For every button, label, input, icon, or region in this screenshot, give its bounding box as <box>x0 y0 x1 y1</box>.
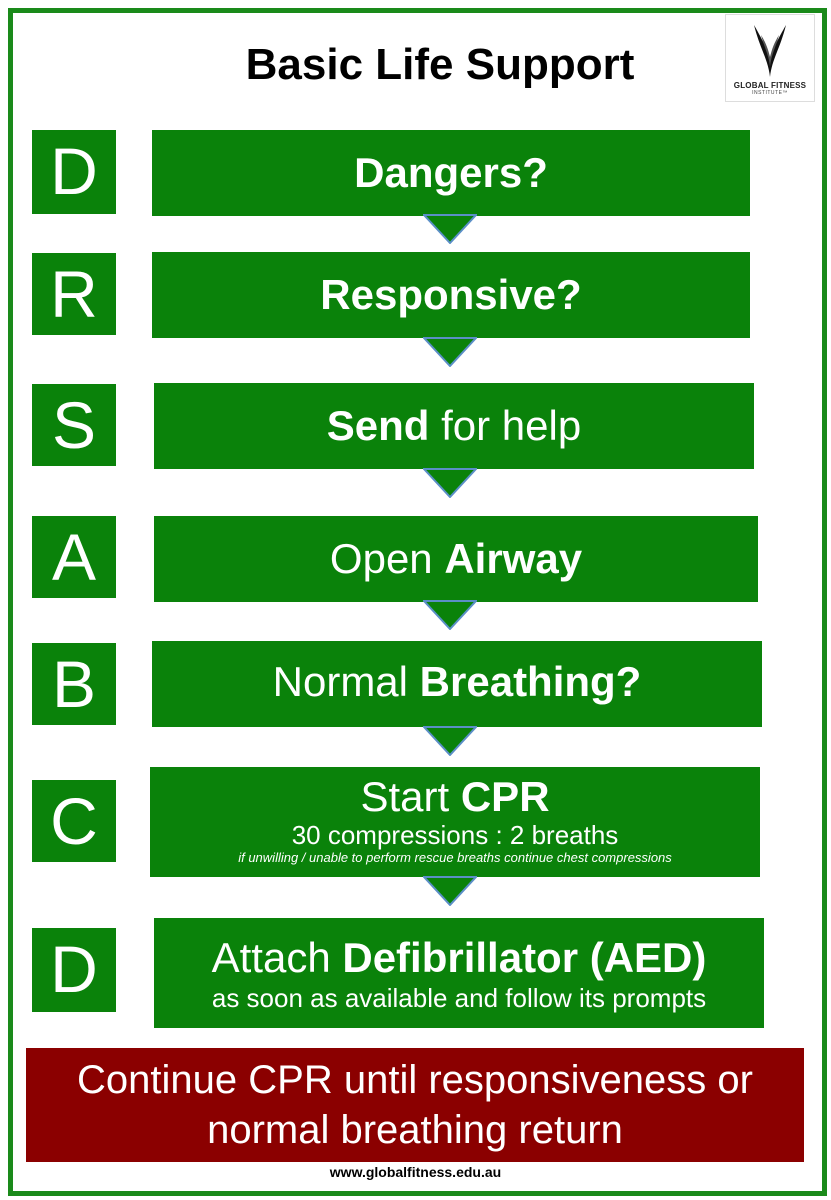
banner-line-1: Continue CPR until responsiveness or <box>77 1058 753 1102</box>
chevron-down-icon <box>423 214 477 244</box>
chevron-down-icon <box>423 468 477 498</box>
step-breathing-bold: Breathing? <box>419 658 642 705</box>
logo <box>725 14 815 102</box>
step-open-airway <box>154 516 758 602</box>
step-send-for-help <box>154 383 754 469</box>
step-aed-title <box>154 934 764 982</box>
step-airway-pre: Open <box>329 535 445 582</box>
step-responsive-text: Responsive? <box>320 271 582 318</box>
step-attach-defibrillator <box>154 918 764 1028</box>
step-aed-bold: Defibrillator (AED) <box>342 934 707 981</box>
step-responsive <box>152 252 750 338</box>
step-dangers-text: Dangers? <box>354 149 548 196</box>
wings-logo-icon <box>750 19 790 79</box>
step-breathing-pre: Normal <box>272 658 420 705</box>
letter-a-airway: A <box>32 516 116 598</box>
letter-d-dangers: D <box>32 130 116 214</box>
step-cpr-title <box>150 773 760 821</box>
banner-line-2: normal breathing return <box>207 1108 623 1152</box>
letter-b-breathing: B <box>32 643 116 725</box>
step-cpr-ratio: 30 compressions : 2 breaths <box>291 820 619 850</box>
step-aed-pre: Attach <box>211 934 343 981</box>
letter-r-responsive: R <box>32 253 116 335</box>
step-cpr-note: if unwilling / unable to perform rescue breaths continue chest compressions <box>238 850 672 865</box>
page-title: Basic Life Support <box>245 40 635 89</box>
letter-s-send: S <box>32 384 116 466</box>
step-start-cpr <box>150 767 760 877</box>
letter-d-defibrillator: D <box>32 928 116 1012</box>
step-airway-bold: Airway <box>444 535 583 582</box>
step-cpr-pre: Start <box>360 773 461 820</box>
footer-website: www.globalfitness.edu.au <box>329 1164 502 1180</box>
letter-c-cpr: C <box>32 780 116 862</box>
step-dangers <box>152 130 750 216</box>
step-send-bold: Send <box>326 402 430 449</box>
chevron-down-icon <box>423 600 477 630</box>
chevron-down-icon <box>423 337 477 367</box>
logo-subtitle: INSTITUTE™ <box>752 90 788 96</box>
step-aed-sub: as soon as available and follow its prompts <box>211 983 707 1013</box>
step-cpr-bold: CPR <box>460 773 550 820</box>
logo-name: GLOBAL FITNESS <box>733 81 807 90</box>
step-normal-breathing <box>152 641 762 727</box>
step-send-rest: for help <box>429 402 582 449</box>
continue-cpr-banner <box>26 1048 804 1162</box>
chevron-down-icon <box>423 726 477 756</box>
chevron-down-icon <box>423 876 477 906</box>
